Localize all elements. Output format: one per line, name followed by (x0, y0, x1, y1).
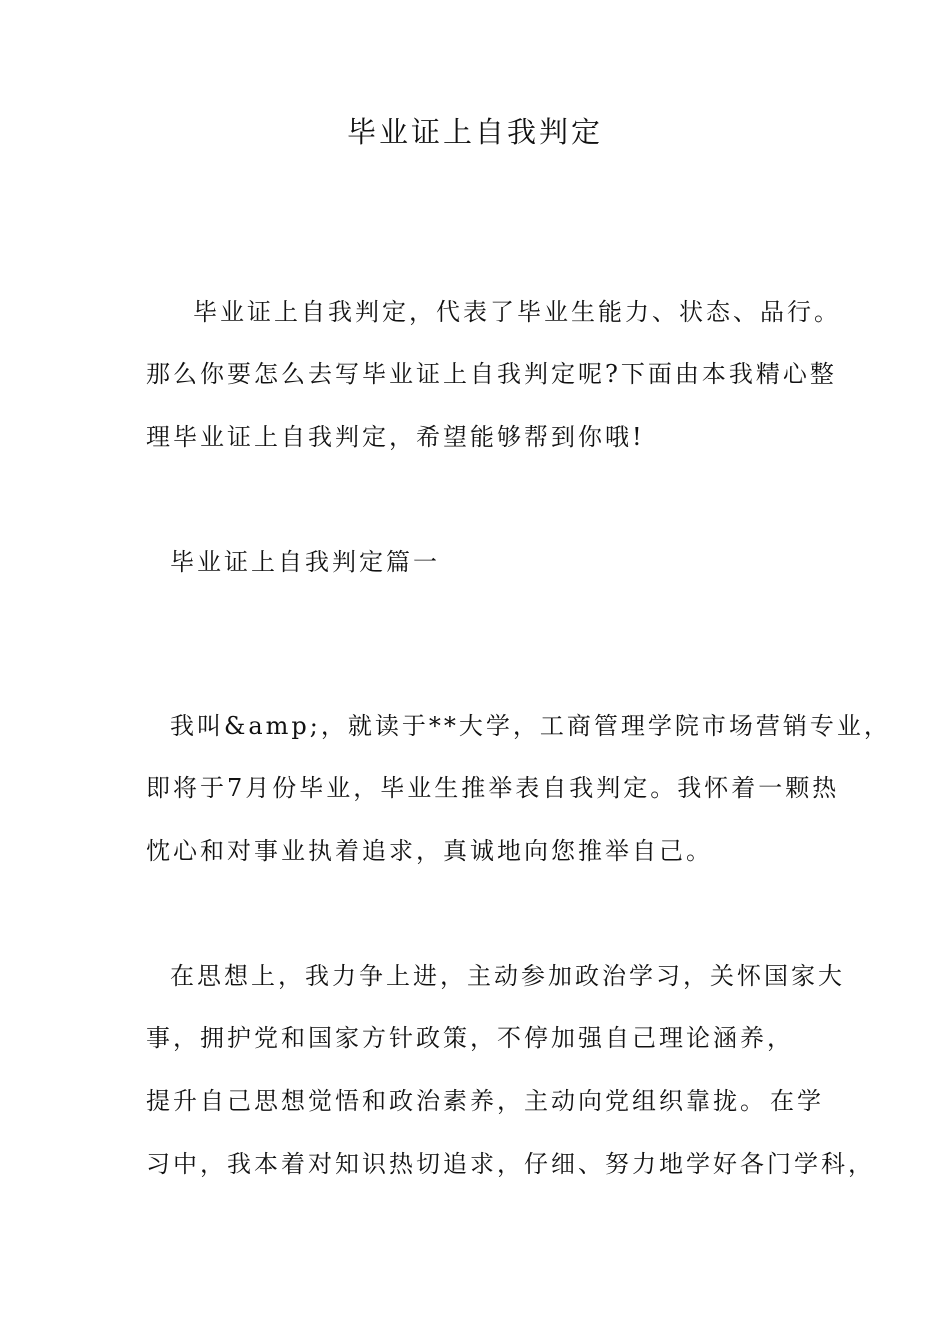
paragraph1-line-2: 即将于7月份毕业，毕业生推举表自我判定。我怀着一颗热 (146, 774, 840, 802)
paragraph2-line-2: 事，拥护党和国家方针政策，不停加强自己理论涵养， (146, 1024, 794, 1052)
paragraph2-line-1: 在思想上，我力争上进，主动参加政治学习，关怀国家大 (170, 962, 845, 990)
paragraph2-line-3-tail: 在学 (770, 1087, 824, 1115)
paragraph2-line-3: 提升自己思想觉悟和政治素养，主动向党组织靠拢。 (146, 1087, 767, 1115)
intro-line-1: 毕业证上自我判定，代表了毕业生能力、状态、品行。 (193, 298, 841, 326)
paragraph1-line-3: 忱心和对事业执着追求，真诚地向您推举自己。 (146, 837, 713, 865)
document-title: 毕业证上自我判定 (346, 115, 603, 149)
intro-line-3: 理毕业证上自我判定，希望能够帮到你哦! (146, 423, 645, 451)
paragraph1-line-1: 我叫&amp;，就读于**大学，工商管理学院市场营销专业， (170, 712, 891, 740)
intro-line-2: 那么你要怎么去写毕业证上自我判定呢?下面由本我精心整 (146, 360, 837, 388)
section-heading: 毕业证上自我判定篇一 (170, 548, 440, 576)
paragraph2-line-4: 习中，我本着对知识热切追求，仔细、努力地学好各门学科， (146, 1150, 875, 1178)
